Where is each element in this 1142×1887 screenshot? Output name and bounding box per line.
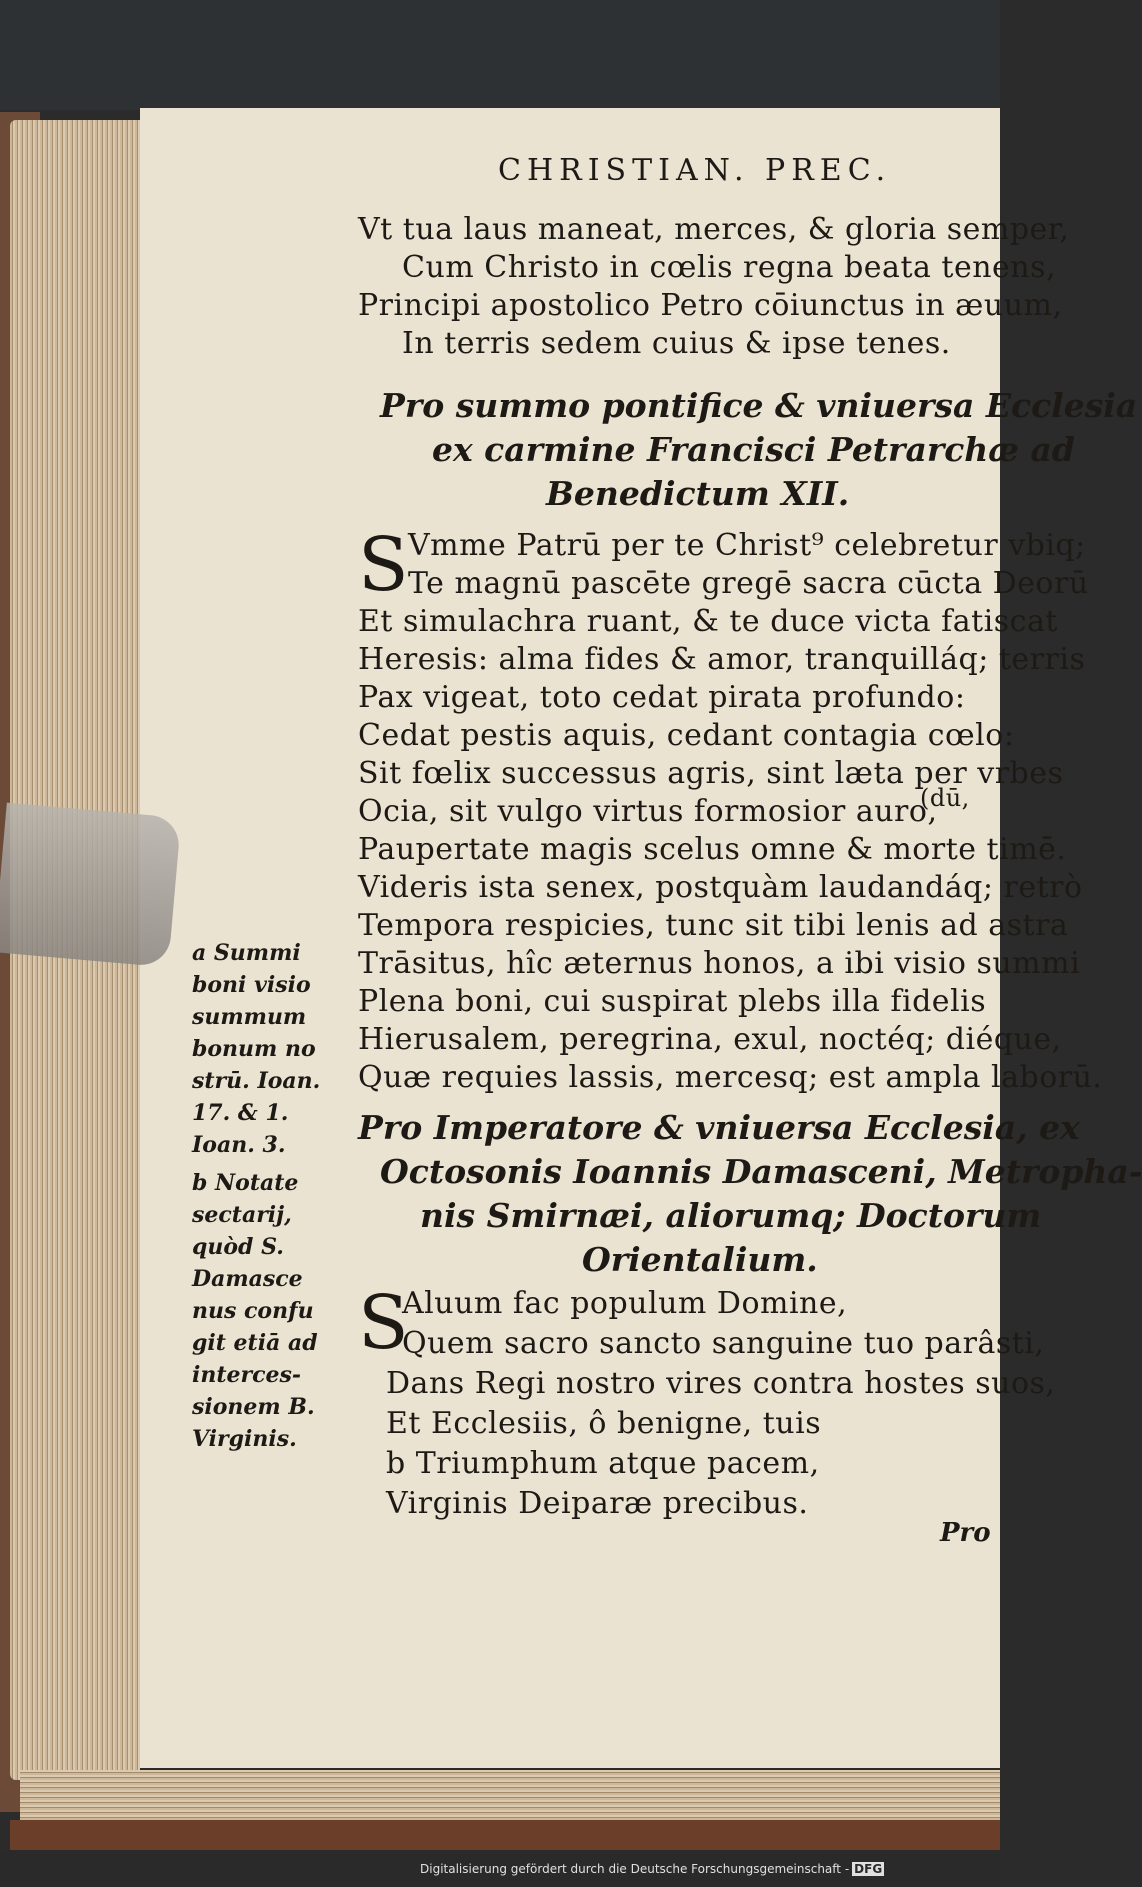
page-clip xyxy=(0,803,181,968)
prayer-line: Dans Regi nostro vires contra hostes suos, xyxy=(386,1366,1056,1401)
section-heading: Octosonis Ioannis Damasceni, Metropha- xyxy=(380,1152,1142,1191)
catchword: Pro xyxy=(940,1518,991,1548)
poem-line: Vmme Patrū per te Christ⁹ celebretur vbiq; xyxy=(408,528,1086,563)
poem-line: Videris ista senex, postquàm laudandáq; retrò xyxy=(358,870,1083,905)
section-heading: Benedictum XII. xyxy=(546,474,850,513)
marginal-note-line: Virginis. xyxy=(192,1426,297,1452)
digitization-credit xyxy=(420,1862,884,1876)
marginal-note-line: interces- xyxy=(192,1362,302,1388)
poem-line: Pax vigeat, toto cedat pirata profundo: xyxy=(358,680,966,715)
marginal-note-line: summum xyxy=(192,1004,307,1030)
poem-line: Trāsitus, hîc æternus honos, a ibi visio summi xyxy=(358,946,1081,981)
prayer-line: Virginis Deiparæ precibus. xyxy=(386,1486,809,1521)
poem-margin-note: (dū, xyxy=(920,784,970,812)
drop-cap: S xyxy=(358,522,409,608)
poem-line: Plena boni, cui suspirat plebs illa fidelis xyxy=(358,984,987,1019)
prayer-line: Et Ecclesiis, ô benigne, tuis xyxy=(386,1406,822,1441)
marginal-note-line: nus confu xyxy=(192,1298,314,1324)
poem-line: Ocia, sit vulgo virtus formosior auro, xyxy=(358,794,938,829)
dfg-logo: DFG xyxy=(854,1862,883,1876)
verse-line: Vt tua laus maneat, merces, & gloria semper, xyxy=(358,212,1070,247)
marginal-note-line: sectarij, xyxy=(192,1202,292,1228)
poem-line: Quæ requies lassis, mercesq; est ampla laborū. xyxy=(358,1060,1103,1095)
prayer-line: Quem sacro sancto sanguine tuo parâsti, xyxy=(402,1326,1045,1361)
marginal-note-line: boni visio xyxy=(192,972,311,998)
book-page xyxy=(140,108,1142,1768)
credit-text: Digitalisierung gefördert durch die Deutsche Forschungsgemeinschaft - xyxy=(420,1862,850,1876)
marginal-note-line: b Notate xyxy=(192,1170,299,1196)
poem-line: Heresis: alma fides & amor, tranquilláq; terris xyxy=(358,642,1086,677)
prayer-line: b Triumphum atque pacem, xyxy=(386,1446,820,1481)
verse-line: Cum Christo in cœlis regna beata tenens, xyxy=(402,250,1057,285)
poem-line: Sit fœlix successus agris, sint læta per vrbes xyxy=(358,756,1064,791)
poem-line: Hierusalem, peregrina, exul, noctéq; diéque, xyxy=(358,1022,1062,1057)
marginal-note-line: a Summi xyxy=(192,940,301,966)
verse-line: In terris sedem cuius & ipse tenes. xyxy=(402,326,951,361)
marginal-note-line: Damasce xyxy=(192,1266,303,1292)
prayer-line: Aluum fac populum Domine, xyxy=(402,1286,848,1321)
section-heading: Pro Imperatore & vniuersa Ecclesia, ex xyxy=(358,1108,1080,1147)
marginal-note-line: 17. & 1. xyxy=(192,1100,289,1126)
verse-line: Principi apostolico Petro cōiunctus in æuum, xyxy=(358,288,1063,323)
book-cover-bottom xyxy=(10,1820,1000,1850)
poem-line: Te magnū pascēte gregē sacra cūcta Deorū xyxy=(408,566,1089,601)
marginal-note-line: bonum no xyxy=(192,1036,316,1062)
background-top xyxy=(0,0,1000,110)
poem-line: Cedat pestis aquis, cedant contagia cœlo: xyxy=(358,718,1015,753)
drop-cap: S xyxy=(358,1280,409,1366)
poem-line: Paupertate magis scelus omne & morte timē. xyxy=(358,832,1067,867)
marginal-note-line: Ioan. 3. xyxy=(192,1132,286,1158)
poem-line: Et simulachra ruant, & te duce victa fatiscat xyxy=(358,604,1058,639)
section-heading: ex carmine Francisci Petrarchæ ad xyxy=(432,430,1075,469)
section-heading: Orientalium. xyxy=(582,1240,818,1279)
poem-line: Tempora respicies, tunc sit tibi lenis ad astra xyxy=(358,908,1069,943)
marginal-note-line: sionem B. xyxy=(192,1394,315,1420)
marginal-note-line: strū. Ioan. xyxy=(192,1068,321,1094)
running-header: CHRISTIAN. PREC. xyxy=(498,153,892,188)
section-heading: Pro summo pontifice & vniuersa Ecclesia xyxy=(380,386,1138,425)
marginal-note-line: git etiā ad xyxy=(192,1330,318,1356)
section-heading: nis Smirnæi, aliorumq; Doctorum xyxy=(420,1196,1042,1235)
marginal-note-line: quòd S. xyxy=(192,1234,284,1260)
